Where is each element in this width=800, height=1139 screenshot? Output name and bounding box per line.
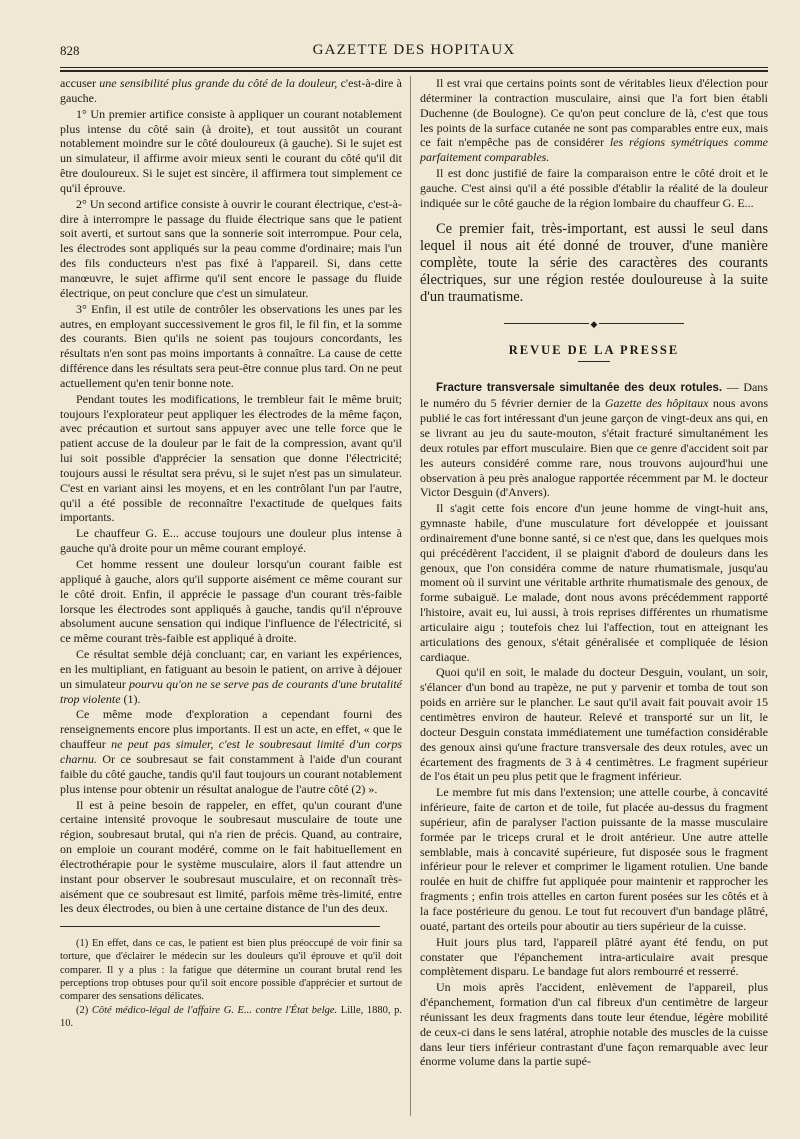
page-header (60, 40, 768, 64)
paragraph: Pendant toutes les modifications, le trembleur fait le même bruit; toujours l'explorateur peut appliquer les électrodes de la même façon, avec précaution et surtout sans appuyer avec une telle force que le patient accuse de la douleur par le fait de la compression, avant qu'il lui soit possible d'apprécier la sensation que donne l'électricité; toujours aussi le résultat sera prévu, si le sujet n'est pas un simulateur. C'est en variant ainsi les moyens, et en les contrôlant l'un par l'autre, qu'il a été possible de reconnaître l'exactitude de quelques faits importants. (60, 391, 402, 525)
paragraph: Un mois après l'accident, enlèvement de l'appareil, plus d'épanchement, formation d'un cal fibreux d'un centimètre de largeur réunissant les deux fragments dans toute leur étendue, légère mobilité de ceux-ci dans le sens latéral, atrophie notable des muscles de la cuisse dans leur tiers inférieur contrastant d'une façon remarquable avec leur énorme volume dans la partie supé- (420, 980, 768, 1069)
paragraph: Il s'agit cette fois encore d'un jeune homme de vingt-huit ans, gymnaste habile, d'une musculature fort développée et jouissant ordinairement d'une bonne santé, si ce n'est que, dans les quelques mois qui précédèrent l'accident, il se plaignit d'abord de douleurs dans les genoux, que l'on considéra comme de nature rhumatismale, jusqu'au moment où il survint une véritable arthrite rhumatismale des genoux, de forme subaiguë. Le malade, dont nous avons précédemment rapporté l'histoire, avait eu, lui aussi, à trois reprises différentes un rhumatisme articulaire aigu ; toutefois chez lui l'affection, tout en atteignant les articulations des genoux, s'était généralisée et compliquée de lésion cardiaque. (420, 501, 768, 664)
paragraph: Cet homme ressent une douleur lorsqu'un courant faible est appliqué à gauche, alors qu'il supporte aisément ce même courant sur le côté droit. Enfin, il apprécie le passage d'un courant très-faible lorsque les électrodes sont appliqués à gauche, tandis qu'il n'éprouve absolument aucune sensation qui indique l'influence de l'électricité, si ce même courant très-faible est appliqué à droite. (60, 557, 402, 646)
running-title: GAZETTE DES HOPITAUX (312, 42, 516, 58)
paragraph: Il est vrai que certains points sont de véritables lieux d'élection pour déterminer la contraction musculaire, ainsi que l'a fort bien établi Duchenne (de Boulogne). Ce qu'on peut conclure de là, c'est que tous les points de la surface cutanée ne sont pas comparables entre eux, mais ce fait n'empêche pas de considérer les régions symétriques comme parfaitement comparables. (420, 76, 769, 165)
paragraph: accuser une sensibilité plus grande du côté de la douleur, c'est-à-dire à gauche. (60, 76, 402, 105)
column-divider (410, 76, 411, 1116)
paragraph: 2° Un second artifice consiste à ouvrir le courant électrique, c'est-à-dire à interrompre le passage du fluide électrique sans que le patient soit averti, et surtout sans que la sonnerie soit interrompue. Pour cela, les électrodes sont appliqués sur la peau comme d'ordinaire; mais l'un des fils conducteurs n'est pas fixé à l'appareil. Si, dans cette manœuvre, le sujet affirme qu'il sent encore le passage du fluide électrique, on peut conclure que c'est un simulateur. (60, 196, 402, 300)
header-rule-thin (60, 67, 768, 68)
paragraph: Fracture transversale simultanée des deux rotules. — Dans le numéro du 5 février dernier de la Gazette des hôpitaux nous avons publié le cas fort intéressant d'un jeune garçon de vingt-deux ans qui, en se livrant au jeu du saute-mouton, s'était fracturé simultanément les deux rotules par effort musculaire. Bien que ce genre d'accident soit par les auteurs considéré comme rare, nous trouvons aujourd'hui une observation à peu près analogue rapportée récemment par M. le docteur Victor Desguin (d'Anvers). (420, 380, 769, 500)
paragraph: Le chauffeur G. E... accuse toujours une douleur plus intense à gauche qu'à droite pour un même courant employé. (60, 526, 402, 556)
article-title: Fracture transversale simultanée des deux rotules. (436, 382, 723, 395)
paragraph: 3° Enfin, il est utile de contrôler les observations les unes par les autres, en employant successivement le gros fil, le fil fin, et la somme des courants. Bien qu'ils ne soient pas toujours concordants, les résultats n'en sont pas moins importants à connaître. La cause de cette différence dans les résultats sera peut-être connue plus tard. On ne peut actuellement qu'en tenir bonne note. (60, 301, 402, 390)
paragraph: Huit jours plus tard, l'appareil plâtré ayant été fendu, on put constater que l'épanchement intra-articulaire avait presque complètement disparu. Le bandage fut alors rembourré et resserré. (420, 934, 768, 979)
diamond-icon: ◆ (590, 318, 598, 329)
footnote: (2) Côté médico-légal de l'affaire G. E... contre l'État belge. Lille, 1880, p. 10. (60, 1005, 403, 1030)
paragraph: Il est donc justifié de faire la comparaison entre le côté droit et le gauche. C'est ainsi qu'il a été possible d'établir la réalité de la douleur indiquée sur le côté gauche de la région lombaire du chauffeur G. E... (420, 166, 768, 210)
paragraph: Ce résultat semble déjà concluant; car, en variant les expériences, en les multipliant, en fatiguant au besoin le patient, on arrive à déjouer un simulateur pourvu qu'on ne se serve pas de courants d'une brutalité trop violente (1). (60, 647, 402, 706)
section-ornament (420, 319, 768, 329)
paragraph: Il est à peine besoin de rappeler, en effet, qu'un courant d'une certaine intensité provoque le soubresaut musculaire de toute une région, soubresaut brutal, qui n'a rien de précis. Quand, au contraire, on emploie un courant modéré, comme on le fait habituellement en électrothérapie pour le système musculaire, alors il faut attendre un instant pour observer le soubresaut musculaire, et on reconnaît très-aisément que ce soubresaut est limité, parfois même très-limité, entre les deux électrodes, ou bien à une certaine distance de l'un des deux. (60, 797, 402, 916)
footnote-rule (60, 926, 380, 927)
paragraph: Le membre fut mis dans l'extension; une attelle courbe, à concavité inférieure, faite de carton et de toile, fut placée au-dessus du fragment supérieur, afin de paralyser l'action puissante de la masse musculaire formée par le triceps crural et le droit antérieur. Une autre attelle semblable, mais à concavité supérieure, fut disposée sous le fragment inférieur pour le relever et comprimer le ligament rotulien. Une bande roulée en huit de chiffre fut appliquée pour maintenir et rapprocher les fragments ; enfin trois attelles en carton furent posées sur les côtés et à la face postérieure du genou. Le tout fut recouvert d'un bandage plâtré, ouaté, partant des orteils pour aboutir au tiers supérieur de la cuisse. (420, 785, 768, 933)
paragraph: 1° Un premier artifice consiste à appliquer un courant notablement plus intense du côté sain (à droite), et tout aussitôt un courant notablement moindre sur le côté douloureux (à gauche). Si le sujet est un simulateur, il affirme avoir mieux senti le courant du côté qu'il dit être douloureux. Si le sujet est sincère, il affirmera tout simplement ce qu'il éprouve. (60, 106, 402, 195)
lead-paragraph: Ce premier fait, très-important, est aussi le seul dans lequel il nous ait été donné de trouver, d'une manière complète, toute la série des caractères des courants électriques, sur une région restée douloureuse à la suite d'un traumatisme. (420, 220, 768, 306)
paragraph: Ce même mode d'exploration a cependant fourni des renseignements encore plus importants. Il est un acte, en effet, « que le chauffeur ne peut pas simuler, c'est le soubresaut limité d'un corps charnu. Or ce soubresaut se fait constamment à l'aide d'un courant faible du côté gauche, tandis qu'il faut toujours un courant notablement plus intense pour obtenir un résultat analogue de l'autre côté (2) ». (60, 707, 402, 796)
right-column (420, 76, 768, 1126)
section-rule (578, 361, 610, 362)
header-rule-thick (60, 70, 768, 72)
page-number: 828 (60, 43, 80, 58)
section-title: REVUE DE LA PRESSE (508, 342, 680, 357)
footnote: (1) En effet, dans ce cas, le patient est bien plus préoccupé de voir finir sa torture, que d'éclairer le médecin sur les douleurs qu'il éprouve et qu'il doit comparer. Il y a plus : la fatigue que détermine un courant brutal rend les perceptions trop obtuses pour qu'il soit encore possible d'apprécier et surtout de comparer des sensations délicates. (60, 938, 402, 1003)
paragraph: Quoi qu'il en soit, le malade du docteur Desguin, voulant, un soir, s'élancer d'un bond au trapèze, ne put y parvenir et tomba de tout son poids en arrière sur le plancher. Le saut qu'il avait fait pouvait avoir 15 centimètres environ de hauteur. Relevé et transporté sur un lit, le docteur Desguin constata immédiatement une tuméfaction considérable des genoux ainsi qu'une fracture transversale des deux rotules, avec un écartement des fragments de 3 à 4 centimètres. Le fragment supérieur de l'os était un peu plus petit que le fragment inférieur. (420, 665, 768, 784)
left-column (60, 76, 402, 1116)
ornament-rule (599, 323, 684, 324)
ornament-rule (504, 323, 589, 324)
